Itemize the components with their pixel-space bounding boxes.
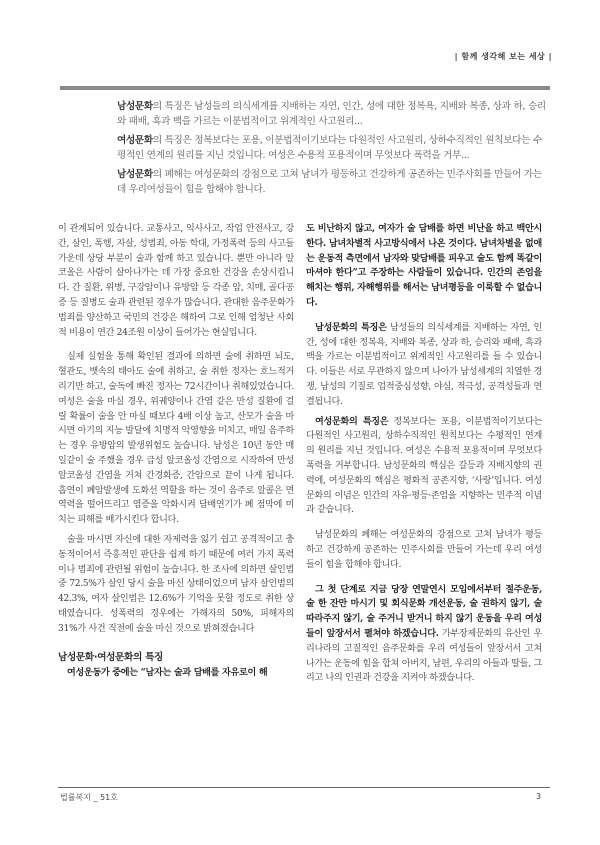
- body-paragraph: 남성문화의 폐해는 여성문화의 강점으로 고쳐 남녀가 평등하고 건강하게 공존하는 민주사회를 만들어 가는데 우리 여성들이 힘을 합해야 합니다.: [306, 530, 542, 570]
- section-subheading: 남성문화·여성문화의 특징: [58, 651, 164, 663]
- callout-text: 의 폐해는 여성문화의 강점으로 고쳐 남녀가 평등하고 건강하게 공존하는 민주사회를 만들어 가는데 우리여성들이 힘을 합해야 합니다.: [117, 169, 542, 195]
- paragraph-text: 남성들의 의식세계를 지배하는 자연, 인간, 성에 대한 정복욕, 지배와 복종, 상과 하, 승리와 패배, 흑과 백을 가르는 이분법적이고 위계적인 사고원리를 들 수 있습니다. 이들은 서로 무관하지 않으며 나아가 남성세계의 치열한 경쟁, 남성의 기질로 업적중심성향, 야심, 적극성, 공격성들과 연결됩니다.: [306, 322, 542, 407]
- left-column: [58, 222, 294, 686]
- section-title: | 함께 생각해 보는 세상 |: [454, 52, 552, 61]
- callout-paragraph: [117, 168, 550, 197]
- bold-text: 도 비난하지 않고, 여자가 술 담배를 하면 비난을 하고 백안시한다. 남녀차별적 사고방식에서 나온 것이다. 남녀차별을 없애는 운동적 측면에서 남자와 맞담배를 피우고 술도 함께 똑같이 마셔야 한다”고 주장하는 사람들이 있습니다. 인간의 존엄을 해치는 행위, 자해행위를 해서는 남녀평등을 이룩할 수 없습니다.: [306, 223, 542, 308]
- callout-text: 의 특징은 남성들의 의식세계를 지배하는 자연, 인간, 성에 대한 정복욕, 지배와 복종, 상과 하, 승리와 패배, 흑과 백을 가르는 이분법적이고 위계적인 사고원리...: [117, 101, 546, 127]
- callout-paragraph: [117, 100, 550, 129]
- page-number: 3: [536, 792, 542, 801]
- body-paragraph: [306, 415, 542, 519]
- body-paragraph: [306, 321, 542, 410]
- body-paragraph: 술을 마시면 자신에 대한 자제력을 잃기 쉽고 공격적이고 충동적이어서 즉흥적인 판단을 쉽게 하기 때문에 여러 가지 폭력이나 범죄에 관련될 위험이 높습니다. 한 조사에 의하면 살인범 중 72.5%가 살인 당시 술을 마신 상태이었으며 남자 살인범의 42.3%, 여자 살인범은 12.6%가 기억을 못할 정도로 취한 상태였습니다. 성폭력의 경우에는 가해자의 50%, 피해자의 31%가 사건 직전에 술을 마신 것으로 밝혀졌습니다: [58, 534, 294, 634]
- callout-paragraph: [117, 134, 550, 163]
- bold-text: 여성운동가 중에는 “남자는 술과 담배를 자유로이 해: [67, 667, 268, 679]
- callout-text: 의 특징은 정복보다는 포용, 이분법적이기보다는 다원적인 사고원리, 상하수직적인 원칙보다는 수평적인 연계의 원리를 지닌 것입니다. 여성은 수용적 포용적이며 무엇보다 폭력을 거부...: [117, 135, 542, 161]
- body-paragraph: [306, 583, 542, 687]
- bold-text: 그 첫 단계로 지금 당장 연말연시 모임에서부터 절주운동, 술 한 잔만 마시기 및 회식문화 개선운동, 술 권하지 않기, 술 따라주지 않기, 술 주거니 받거니 하지 않기 운동을 우리 여성들이 앞장서서 펼쳐야 하겠습니다.: [306, 583, 542, 639]
- bold-term: 남성문화의 특징은: [315, 321, 387, 333]
- bold-term: 여성문화의 특징은: [315, 415, 389, 427]
- body-paragraph: [58, 666, 294, 681]
- callout-term: 여성문화: [117, 135, 153, 146]
- callout-term: 남성문화: [117, 169, 153, 180]
- footer-divider: [58, 787, 550, 788]
- body-paragraph: [306, 222, 542, 311]
- callout-term: 남성문화: [117, 101, 153, 112]
- right-column: [306, 222, 542, 691]
- paragraph-text: 정복보다는 포용, 이분법적이기보다는 다원적인 사고원리, 상하수직적인 원칙보다는 수평적인 연계의 원리를 지닌 것입니다. 여성은 수용적 포용적이며 무엇보다 폭력을 거부합니다. 남성문화의 핵심은 갈등과 지배지향의 권력에, 여성문화의 핵심은 평화적 공존지향, ‘사랑’입니다. 여성문화의 이념은 인간의 자유·평등·존엄을 지향하는 민주적 이념과 같습니다.: [306, 416, 542, 516]
- summary-callout: [117, 100, 550, 202]
- header-divider: [60, 86, 550, 90]
- magazine-issue: 법률복지 _ 51호: [60, 793, 118, 802]
- paragraph-text: 가부장제문화의 유산인 우리나라의 고질적인 음주문화를 우리 여성들이 앞장서서 고쳐나가는 운동에 힘을 합쳐 아버지, 남편, 우리의 아들과 딸들, 그리고 나의 인권과 건강을 지켜야 하겠습니다.: [306, 628, 543, 684]
- body-paragraph: 이 관계되어 있습니다. 교통사고, 익사사고, 작업 안전사고, 강간, 살인, 폭행, 자살, 성범죄, 아동 학대, 가정폭력 등의 사고들 가운데 상당 부분이 술과 함께 하고 있습니다. 뿐만 아니라 알코올은 사람이 살아나가는 데 가장 중요한 건강을 손상시킵니다. 간 질환, 위병, 구강암이나 유방암 등 각종 암, 치매, 골다공증 등 질병도 술과 관련된 경우가 많습니다. 관대한 음주문화가 범죄를 양산하고 국민의 건강은 해하여 그로 인해 엄청난 사회적 비용이 연간 24조원 이상이 들어가는 현실입니다.: [58, 224, 294, 338]
- body-paragraph: 실제 실험을 통해 확인된 결과에 의하면 술에 취하면 뇌도, 혈관도, 뱃속의 태아도 술에 취하고, 술 취한 정자는 흐느적거리기만 하고, 술독에 빠진 정자는 72시간이나 취해있었습니다. 여성은 술을 마실 경우, 위궤양이나 간염 같은 만성 질환에 걸릴 확률이 술을 안 마실 때보다 4배 이상 높고, 산모가 술을 마시면 아기의 지능 발달에 치명적 악영향을 미치고, 매일 음주하는 경우 유방암의 발생위험도 높습니다. 남성은 10년 동안 매일같이 술 주했을 경우 급성 알코올성 간염으로 시작하여 만성 알코올성 간염을 거쳐 간경화증, 간암으로 끝이 나게 됩니다. 흡연이 폐암발생에 도화선 역할을 하는 것이 음주로 알콜은 면역력을 떨어뜨리고 염증을 악화시켜 담배연기가 폐 점막에 미치는 피해를 배가시킨다 합니다.: [58, 352, 294, 526]
